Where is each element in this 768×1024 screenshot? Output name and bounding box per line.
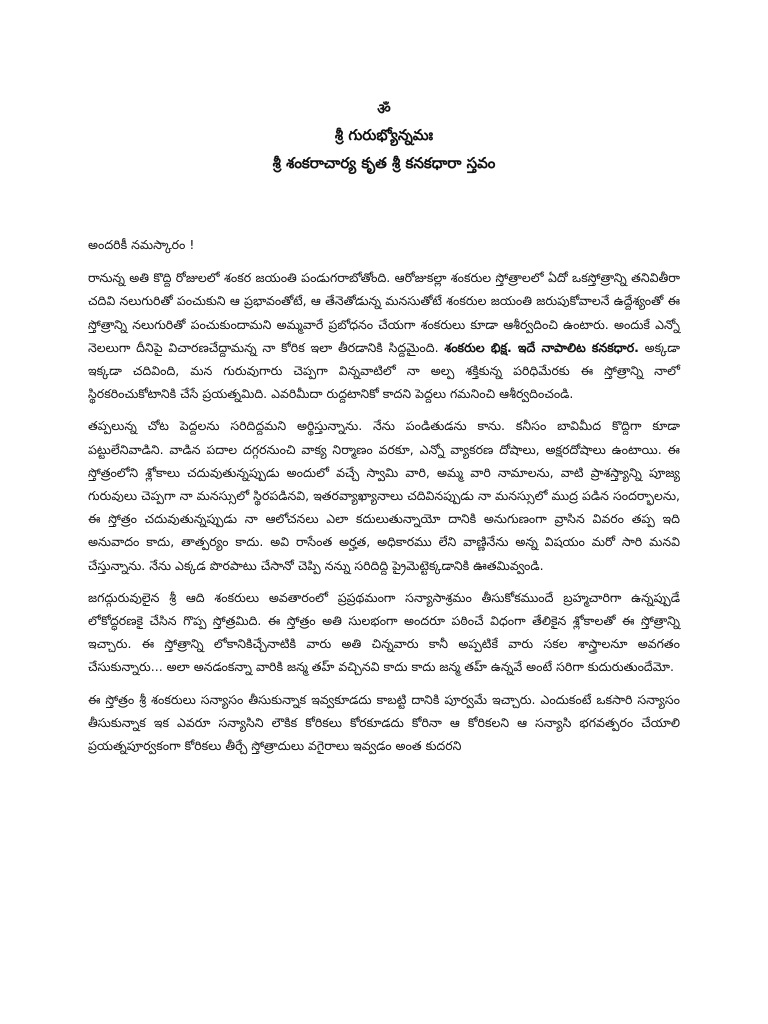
paragraph-1-bold: శంకరుల భిక్ష. ఇదే నాపాలిట కనకధార. [444, 339, 639, 355]
paragraph-1-text-a: రానున్న అతి కొద్ది రోజులలో శంకర జయంతి పండుగరాబోతోంది. ఆరోజుకల్లా శంకరుల స్తోత్రాలలో ఏదో ఒకస్తోత్రాన్ని తనివితీరా చదివి నలుగురితో పంచుకుని ఆ ప్రభావంతోటే, ఆ తేనెతోడున్న మనసుతోటే శంకరుల జయంతి జరుపుకోవాలనే ఉద్దేశ్యంతో ఈ స్తోత్రాన్ని నలుగురితో పంచుకుందామని అమ్మవారే ప్రబోధనం చేయగా శంకరులు కూడా ఆశీర్వదించి ఉంటారు. అందుకే ఎన్నో నెలలుగా దీనిపై విచారణచేద్దామన్న నా కోరిక ఇలా తీరడానికి సిద్దమైంది. [88, 270, 680, 355]
document-body [88, 233, 680, 766]
paragraph-2: తప్పలున్న చోట పెద్దలను సరిదిద్దమని అర్థిస్తున్నాను. నేను పండితుడను కాను. కనీసం బావిమీద కొద్దిగా కూడా పట్టులేనివాడిని. వాడిన పదాల దగ్గరనుంచి వాక్య నిర్మాణం వరకూ, ఎన్నో వ్యాకరణ దోషాలు, అక్షరదోషాలు ఉంటాయి. ఈ స్తోత్రంలోని శ్లోకాలు చదువుతున్నప్పుడు అందులో వచ్చే స్వామి వారి, అమ్మ వారి నామాలను, వాటి ప్రాశస్త్యాన్ని పూజ్య గురువులు చెప్పగా నా మనస్సులో స్థిరపడినవి, ఇతరవ్యాఖ్యానాలు చదివినప్పుడు నా మనస్సులో ముద్ర పడిన సందర్భాలను, ఈ స్తోత్రం చదువుతున్నప్పుడు నా ఆలోచనలు ఎలా కదులుతున్నాయో దానికి అనుగుణంగా వ్రాసిన వివరం తప్ప ఇది అనువాదం కాదు, తాత్పర్యం కాదు. అవి రాసేంత అర్హత, అధికారము లేని వాణ్ణినేను అన్న విషయం మరో సారి మనవి చేస్తున్నాను. నేను ఎక్కడ పొరపాటు చేసానో చెప్పి నన్ను సరిదిద్ది ప్రైమెట్టెక్కడానికి ఊతమివ్వండి. [88, 418, 680, 573]
paragraph-1 [88, 266, 680, 405]
paragraph-4: ఈ స్తోత్రం శ్రీ శంకరులు సన్యాసం తీసుకున్నాక ఇవ్వకూడదు కాబట్టి దానికి పూర్వమే ఇచ్చారు. ఎందుకంటే ఒకసారి సన్యాసం తీసుకున్నాక ఇక ఎవరూ సన్యాసిని లౌకిక కోరికలు కోరకూడదు కోరినా ఆ కోరికలని ఆ సన్యాసి భగవత్పరం చేయాలి ప్రయత్నపూర్వకంగా కోరికలు తీర్చే స్తోత్రాదులు వగైరాలు ఇవ్వడం అంత కుదరని [88, 691, 680, 754]
document-header [0, 96, 768, 176]
paragraph-1-text-b: అక్కడా ఇక్కడా చదివింది, మన గురువుగారు చెప్పగా విన్నవాటిలో నా అల్ప శక్తికున్న పరిధిమేరకు ఈ స్తోత్రాన్ని నాలో స్థిరకరించుకోటానికి చేసే ప్రయత్నమిది. ఎవరిమీదా రుద్దటానికో కాదని పెద్దలు గమనించి ఆశీర్వదించండి. [88, 339, 680, 402]
greeting: అందరికీ నమస్కారం ! [88, 237, 195, 252]
paragraph-3: జగద్గురువులైన శ్రీ ఆది శంకరులు అవతారంలో ప్రప్రథమంగా సన్యాసాశ్రమం తీసుకోకముందే బ్రహ్మచారిగా ఉన్నప్పుడే లోకోద్ధరణకై చేసిన గొప్ప స్తోత్రమిది. ఈ స్తోత్రం అతి సులభంగా అందరూ పఠించే విధంగా తేలికైన శ్లోకాలతో ఈ స్తోత్రాన్ని ఇచ్చారు. ఈ స్తోత్రాన్ని లోకానికిచ్చేనాటికి వారు అతి చిన్నవారు కానీ అప్పటికే వారు సకల శాస్త్రాలనూ అవగతం చేసుకున్నారు... అలా అనడంకన్నా వారికి జన్మ తహ్ వచ్చినవి కాదు కాదు జన్మ తహ్ ఉన్నవే అంటే సరిగా కుదురుతుందేమో. [88, 589, 680, 675]
document-title: శ్రీ శంకరాచార్య కృత శ్రీ కనకధారా స్తవం [272, 154, 496, 172]
invocation-title: శ్రీ గురుభ్యోన్నమః [334, 126, 434, 144]
om-symbol: ॐ [377, 100, 391, 118]
